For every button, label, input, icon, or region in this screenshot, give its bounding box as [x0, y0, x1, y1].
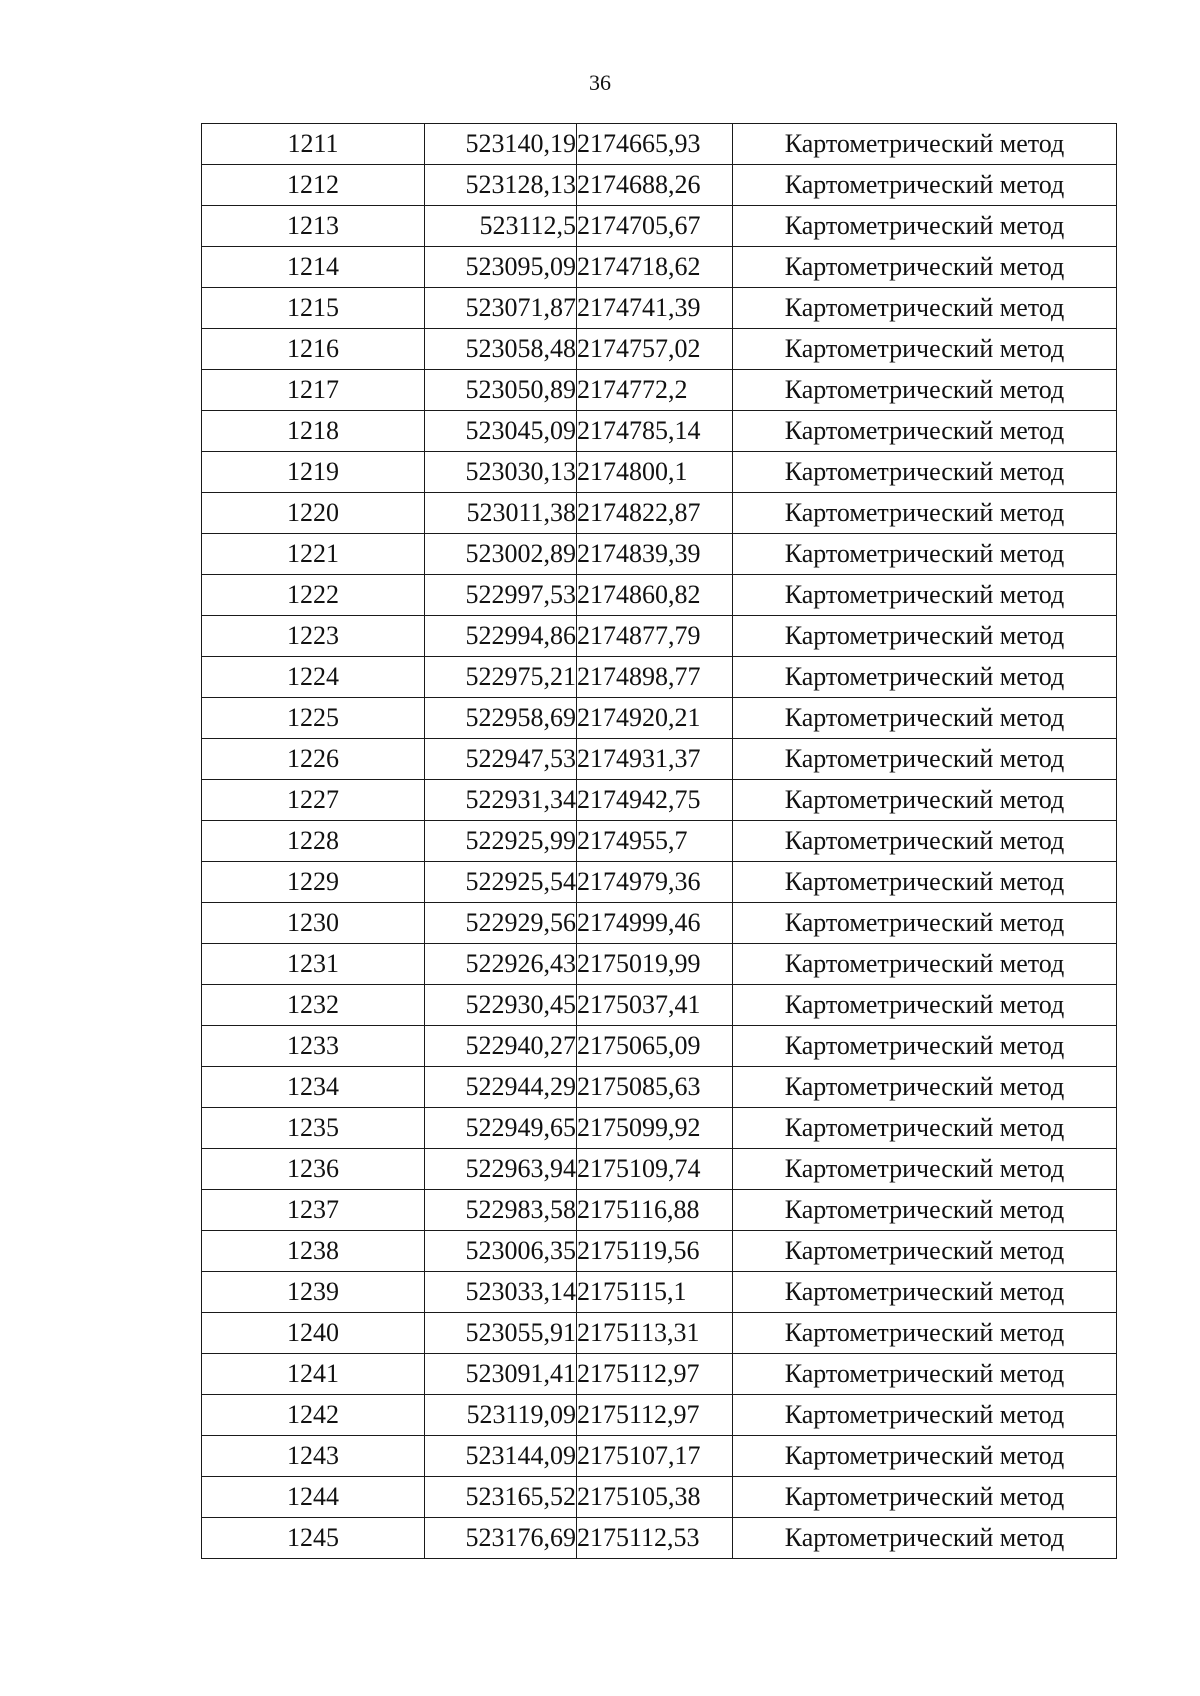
y-coordinate-cell: 2175112,53: [577, 1518, 733, 1559]
table-row: [202, 1313, 1117, 1354]
x-coordinate-cell: 523176,69: [425, 1518, 577, 1559]
y-coordinate-cell: 2175115,1: [577, 1272, 733, 1313]
table-row: [202, 247, 1117, 288]
x-coordinate-cell: 523011,38: [425, 493, 577, 534]
point-number-cell: 1244: [202, 1477, 425, 1518]
table-row: [202, 370, 1117, 411]
table-row: [202, 165, 1117, 206]
method-cell: Картометрический метод: [733, 575, 1117, 616]
y-coordinate-cell: 2174800,1: [577, 452, 733, 493]
y-coordinate-cell: 2174999,46: [577, 903, 733, 944]
point-number-cell: 1231: [202, 944, 425, 985]
y-coordinate-cell: 2174718,62: [577, 247, 733, 288]
table-row: [202, 903, 1117, 944]
method-cell: Картометрический метод: [733, 1313, 1117, 1354]
table-row: [202, 493, 1117, 534]
table-row: [202, 1518, 1117, 1559]
coordinates-table: [201, 123, 1117, 1559]
x-coordinate-cell: 523119,09: [425, 1395, 577, 1436]
y-coordinate-cell: 2175099,92: [577, 1108, 733, 1149]
x-coordinate-cell: 522930,45: [425, 985, 577, 1026]
x-coordinate-cell: 522958,69: [425, 698, 577, 739]
method-cell: Картометрический метод: [733, 247, 1117, 288]
method-cell: Картометрический метод: [733, 452, 1117, 493]
method-cell: Картометрический метод: [733, 821, 1117, 862]
method-cell: Картометрический метод: [733, 1067, 1117, 1108]
table-row: [202, 411, 1117, 452]
x-coordinate-cell: 523033,14: [425, 1272, 577, 1313]
method-cell: Картометрический метод: [733, 1026, 1117, 1067]
point-number-cell: 1219: [202, 452, 425, 493]
table-row: [202, 1231, 1117, 1272]
y-coordinate-cell: 2174979,36: [577, 862, 733, 903]
point-number-cell: 1217: [202, 370, 425, 411]
page-number: 36: [589, 70, 611, 95]
table-row: [202, 1395, 1117, 1436]
x-coordinate-cell: 523058,48: [425, 329, 577, 370]
point-number-cell: 1216: [202, 329, 425, 370]
point-number-cell: 1230: [202, 903, 425, 944]
table-row: [202, 1026, 1117, 1067]
y-coordinate-cell: 2174772,2: [577, 370, 733, 411]
x-coordinate-cell: 522944,29: [425, 1067, 577, 1108]
y-coordinate-cell: 2175085,63: [577, 1067, 733, 1108]
coordinates-table-body: [202, 124, 1117, 1559]
y-coordinate-cell: 2174860,82: [577, 575, 733, 616]
table-row: [202, 575, 1117, 616]
y-coordinate-cell: 2174942,75: [577, 780, 733, 821]
point-number-cell: 1213: [202, 206, 425, 247]
y-coordinate-cell: 2174741,39: [577, 288, 733, 329]
table-row: [202, 944, 1117, 985]
point-number-cell: 1224: [202, 657, 425, 698]
point-number-cell: 1220: [202, 493, 425, 534]
point-number-cell: 1214: [202, 247, 425, 288]
table-row: [202, 534, 1117, 575]
method-cell: Картометрический метод: [733, 780, 1117, 821]
method-cell: Картометрический метод: [733, 739, 1117, 780]
x-coordinate-cell: 523045,09: [425, 411, 577, 452]
table-row: [202, 288, 1117, 329]
method-cell: Картометрический метод: [733, 1272, 1117, 1313]
y-coordinate-cell: 2174955,7: [577, 821, 733, 862]
point-number-cell: 1228: [202, 821, 425, 862]
y-coordinate-cell: 2175113,31: [577, 1313, 733, 1354]
method-cell: Картометрический метод: [733, 1231, 1117, 1272]
y-coordinate-cell: 2174705,67: [577, 206, 733, 247]
y-coordinate-cell: 2174877,79: [577, 616, 733, 657]
point-number-cell: 1238: [202, 1231, 425, 1272]
y-coordinate-cell: 2174665,93: [577, 124, 733, 165]
point-number-cell: 1212: [202, 165, 425, 206]
point-number-cell: 1232: [202, 985, 425, 1026]
y-coordinate-cell: 2175109,74: [577, 1149, 733, 1190]
x-coordinate-cell: 522940,27: [425, 1026, 577, 1067]
point-number-cell: 1215: [202, 288, 425, 329]
y-coordinate-cell: 2175112,97: [577, 1354, 733, 1395]
y-coordinate-cell: 2174920,21: [577, 698, 733, 739]
table-row: [202, 862, 1117, 903]
table-row: [202, 657, 1117, 698]
method-cell: Картометрический метод: [733, 1149, 1117, 1190]
y-coordinate-cell: 2175037,41: [577, 985, 733, 1026]
x-coordinate-cell: 523030,13: [425, 452, 577, 493]
point-number-cell: 1222: [202, 575, 425, 616]
point-number-cell: 1233: [202, 1026, 425, 1067]
x-coordinate-cell: 522947,53: [425, 739, 577, 780]
y-coordinate-cell: 2175119,56: [577, 1231, 733, 1272]
y-coordinate-cell: 2174822,87: [577, 493, 733, 534]
table-row: [202, 1477, 1117, 1518]
method-cell: Картометрический метод: [733, 411, 1117, 452]
y-coordinate-cell: 2175019,99: [577, 944, 733, 985]
table-row: [202, 1190, 1117, 1231]
point-number-cell: 1223: [202, 616, 425, 657]
y-coordinate-cell: 2174785,14: [577, 411, 733, 452]
point-number-cell: 1245: [202, 1518, 425, 1559]
table-row: [202, 985, 1117, 1026]
x-coordinate-cell: 522997,53: [425, 575, 577, 616]
method-cell: Картометрический метод: [733, 1395, 1117, 1436]
method-cell: Картометрический метод: [733, 698, 1117, 739]
method-cell: Картометрический метод: [733, 534, 1117, 575]
table-row: [202, 739, 1117, 780]
method-cell: Картометрический метод: [733, 1190, 1117, 1231]
y-coordinate-cell: 2174931,37: [577, 739, 733, 780]
method-cell: Картометрический метод: [733, 124, 1117, 165]
method-cell: Картометрический метод: [733, 1436, 1117, 1477]
x-coordinate-cell: 522925,99: [425, 821, 577, 862]
x-coordinate-cell: 522931,34: [425, 780, 577, 821]
y-coordinate-cell: 2175116,88: [577, 1190, 733, 1231]
table-row: [202, 780, 1117, 821]
x-coordinate-cell: 522975,21: [425, 657, 577, 698]
y-coordinate-cell: 2175065,09: [577, 1026, 733, 1067]
method-cell: Картометрический метод: [733, 1108, 1117, 1149]
point-number-cell: 1211: [202, 124, 425, 165]
y-coordinate-cell: 2175105,38: [577, 1477, 733, 1518]
point-number-cell: 1227: [202, 780, 425, 821]
x-coordinate-cell: 523006,35: [425, 1231, 577, 1272]
method-cell: Картометрический метод: [733, 1354, 1117, 1395]
point-number-cell: 1235: [202, 1108, 425, 1149]
point-number-cell: 1241: [202, 1354, 425, 1395]
method-cell: Картометрический метод: [733, 657, 1117, 698]
table-row: [202, 452, 1117, 493]
x-coordinate-cell: 522983,58: [425, 1190, 577, 1231]
x-coordinate-cell: 523128,13: [425, 165, 577, 206]
x-coordinate-cell: 522949,65: [425, 1108, 577, 1149]
y-coordinate-cell: 2174757,02: [577, 329, 733, 370]
table-row: [202, 1108, 1117, 1149]
method-cell: Картометрический метод: [733, 1477, 1117, 1518]
point-number-cell: 1234: [202, 1067, 425, 1108]
y-coordinate-cell: 2174898,77: [577, 657, 733, 698]
point-number-cell: 1221: [202, 534, 425, 575]
method-cell: Картометрический метод: [733, 862, 1117, 903]
method-cell: Картометрический метод: [733, 370, 1117, 411]
table-row: [202, 1436, 1117, 1477]
point-number-cell: 1218: [202, 411, 425, 452]
method-cell: Картометрический метод: [733, 903, 1117, 944]
x-coordinate-cell: 522925,54: [425, 862, 577, 903]
point-number-cell: 1242: [202, 1395, 425, 1436]
x-coordinate-cell: 522963,94: [425, 1149, 577, 1190]
y-coordinate-cell: 2174839,39: [577, 534, 733, 575]
point-number-cell: 1225: [202, 698, 425, 739]
x-coordinate-cell: 523002,89: [425, 534, 577, 575]
table-row: [202, 1067, 1117, 1108]
y-coordinate-cell: 2174688,26: [577, 165, 733, 206]
table-row: [202, 821, 1117, 862]
method-cell: Картометрический метод: [733, 985, 1117, 1026]
point-number-cell: 1243: [202, 1436, 425, 1477]
x-coordinate-cell: 522994,86: [425, 616, 577, 657]
point-number-cell: 1240: [202, 1313, 425, 1354]
method-cell: Картометрический метод: [733, 329, 1117, 370]
table-row: [202, 1354, 1117, 1395]
x-coordinate-cell: 523055,91: [425, 1313, 577, 1354]
table-row: [202, 329, 1117, 370]
point-number-cell: 1236: [202, 1149, 425, 1190]
x-coordinate-cell: 522929,56: [425, 903, 577, 944]
x-coordinate-cell: 523071,87: [425, 288, 577, 329]
point-number-cell: 1226: [202, 739, 425, 780]
x-coordinate-cell: 523140,19: [425, 124, 577, 165]
x-coordinate-cell: 523091,41: [425, 1354, 577, 1395]
table-row: [202, 124, 1117, 165]
method-cell: Картометрический метод: [733, 288, 1117, 329]
method-cell: Картометрический метод: [733, 493, 1117, 534]
method-cell: Картометрический метод: [733, 206, 1117, 247]
x-coordinate-cell: 523112,5: [425, 206, 577, 247]
point-number-cell: 1237: [202, 1190, 425, 1231]
method-cell: Картометрический метод: [733, 165, 1117, 206]
y-coordinate-cell: 2175107,17: [577, 1436, 733, 1477]
table-row: [202, 1272, 1117, 1313]
table-row: [202, 206, 1117, 247]
x-coordinate-cell: 523050,89: [425, 370, 577, 411]
x-coordinate-cell: 523144,09: [425, 1436, 577, 1477]
x-coordinate-cell: 523165,52: [425, 1477, 577, 1518]
x-coordinate-cell: 523095,09: [425, 247, 577, 288]
table-row: [202, 616, 1117, 657]
point-number-cell: 1229: [202, 862, 425, 903]
method-cell: Картометрический метод: [733, 1518, 1117, 1559]
table-row: [202, 698, 1117, 739]
x-coordinate-cell: 522926,43: [425, 944, 577, 985]
method-cell: Картометрический метод: [733, 944, 1117, 985]
point-number-cell: 1239: [202, 1272, 425, 1313]
table-row: [202, 1149, 1117, 1190]
y-coordinate-cell: 2175112,97: [577, 1395, 733, 1436]
method-cell: Картометрический метод: [733, 616, 1117, 657]
